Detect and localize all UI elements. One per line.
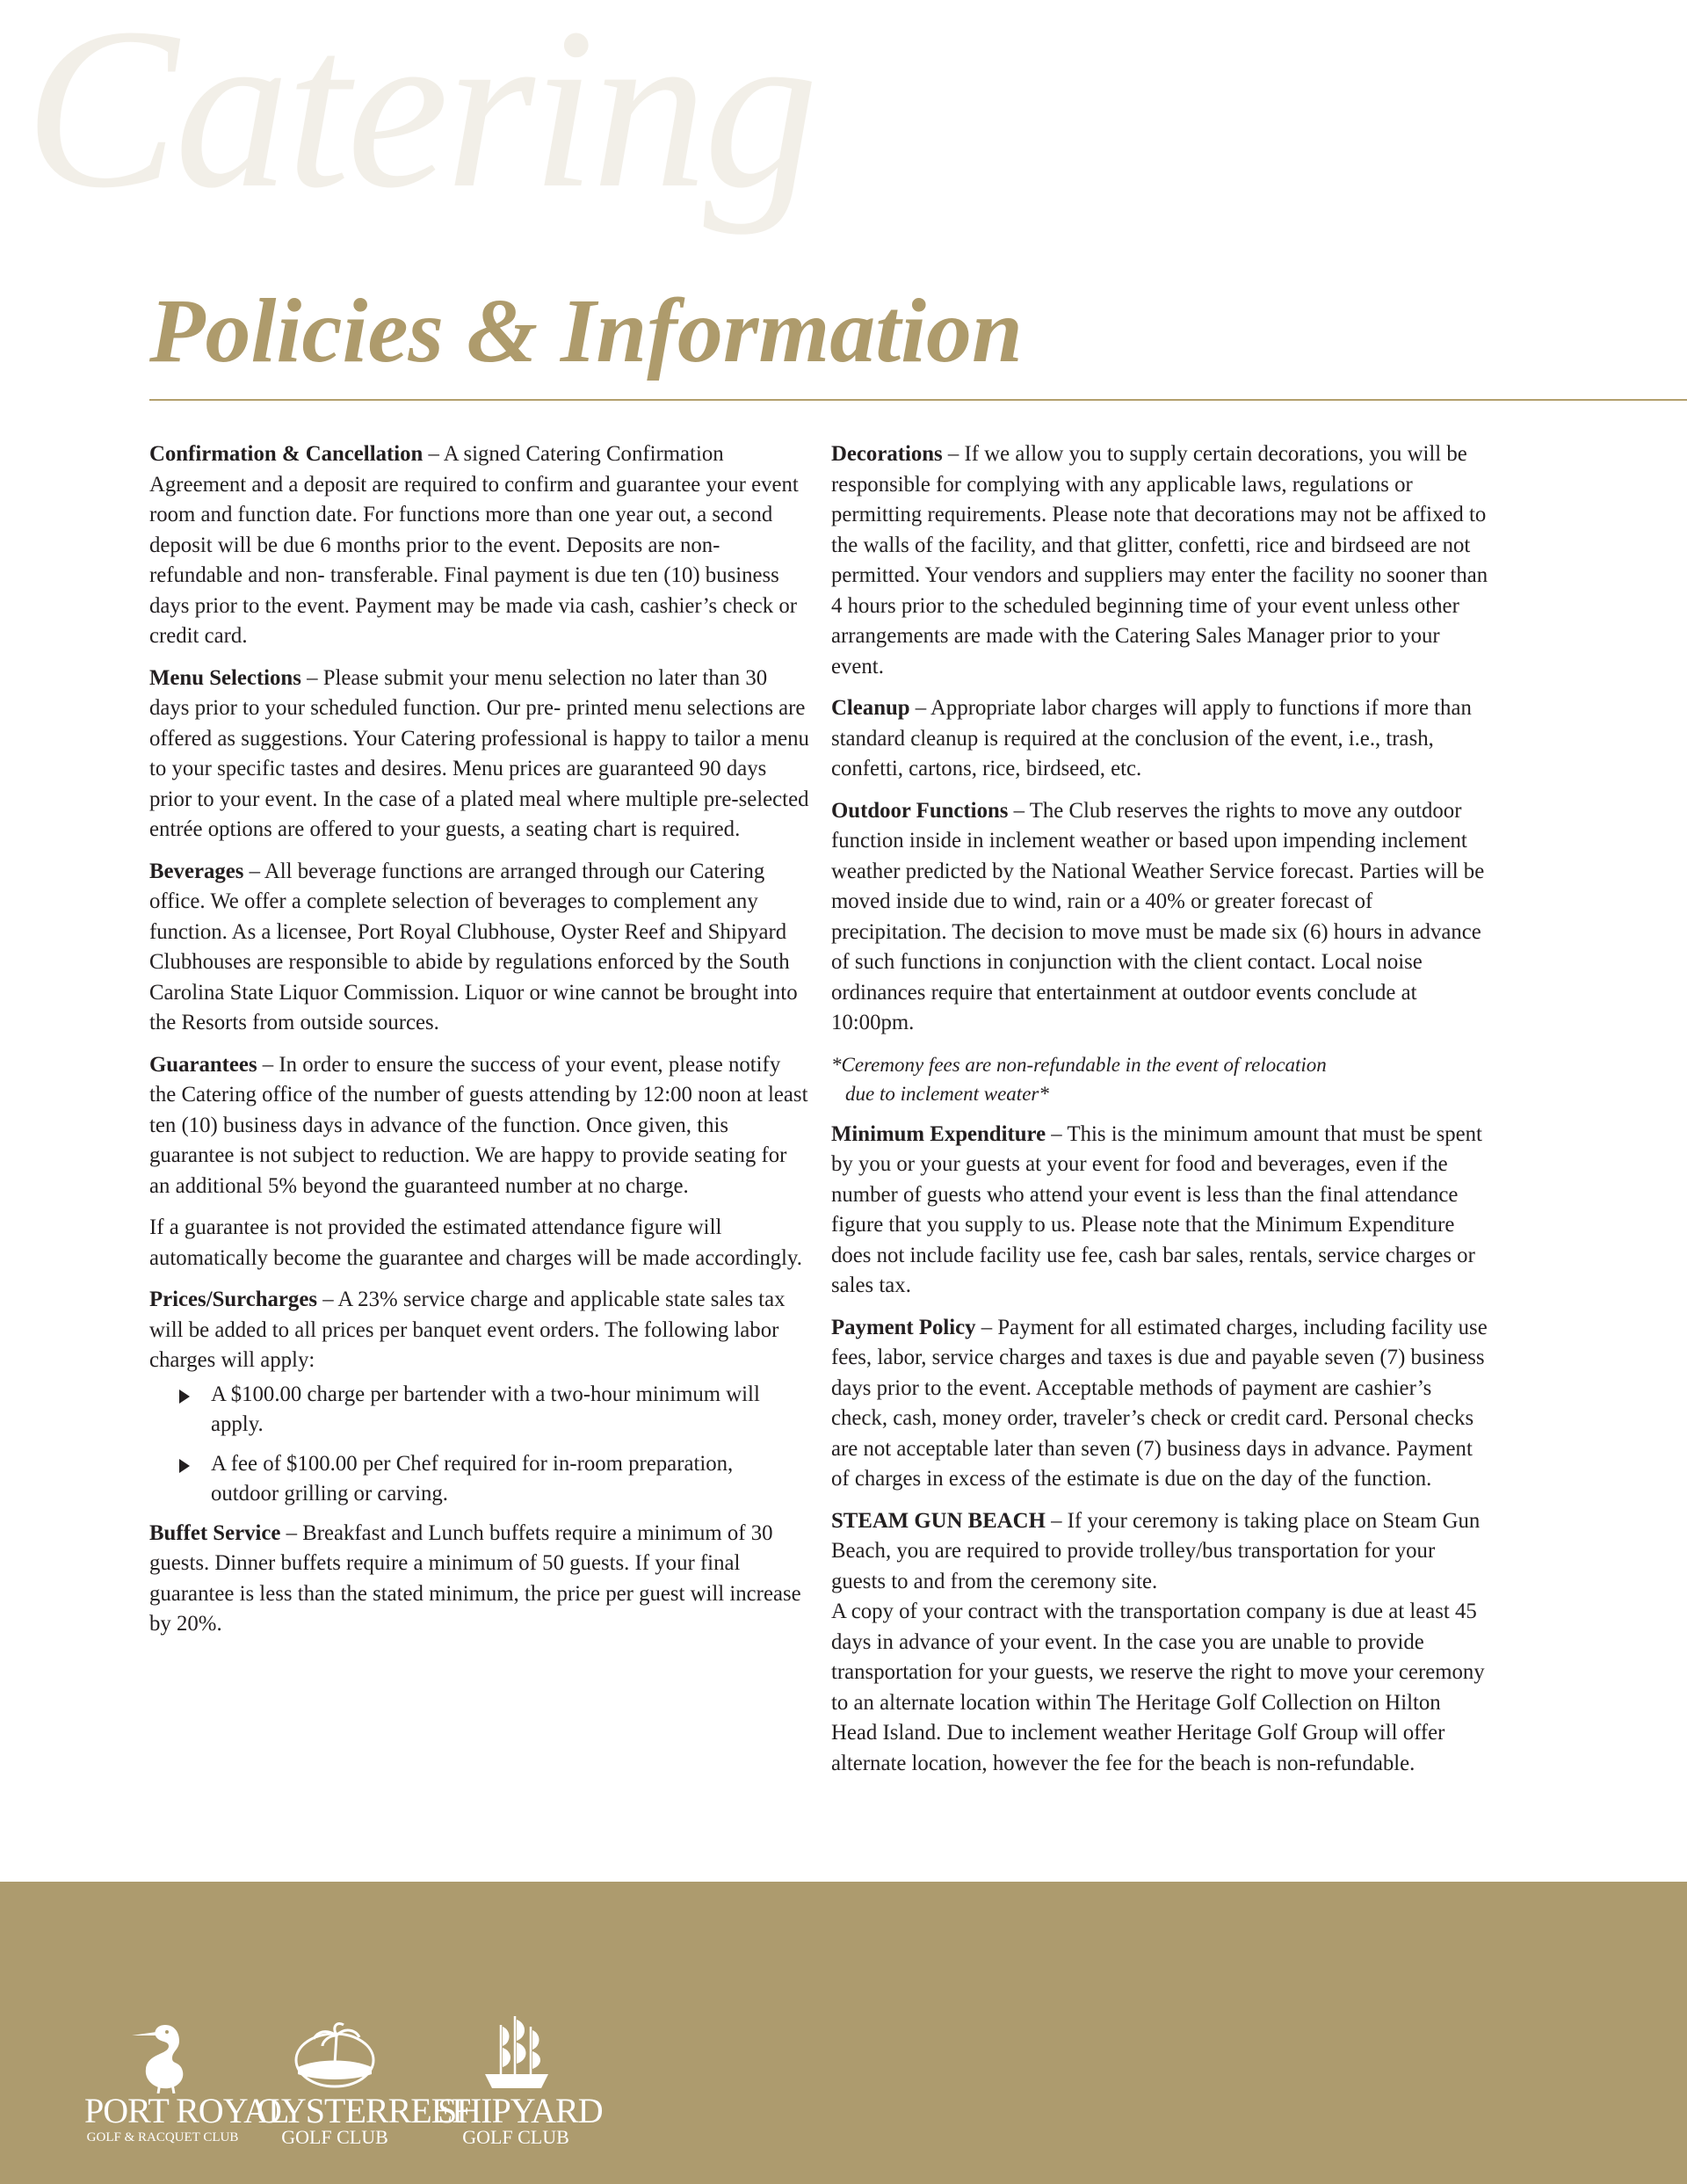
prices-section [149, 1285, 810, 1376]
guarantees-section [149, 1050, 810, 1202]
palm-island-icon [291, 2020, 379, 2093]
bullet-triangle-icon [179, 1459, 190, 1473]
confirmation-body: – A signed Catering Confirmation Agreement and a deposit are required to confirm and guarantee your event room and function date. For functions more than one year out, a second deposit will be due 6 months prior to the event. Deposits are non- refundable and non- transferable. Final payment is due ten (10) business days prior to the event. Payment may be made via cash, cashier’s check or credit card. [149, 442, 799, 648]
cleanup-body: – Appropriate labor charges will apply to functions if more than standard cleanup is required at the conclusion of the event, i.e., trash, confetti, cartons, rice, birdseed, etc. [831, 696, 1472, 780]
oyster-reef-logo [257, 2020, 471, 2148]
outdoor-heading: Outdoor Functions [831, 798, 1009, 823]
list-item-text: A fee of $100.00 per Chef required for in-room preparation, outdoor grilling or carving. [211, 1451, 734, 1506]
list-item-text: A $100.00 charge per bartender with a two-hour minimum will apply. [211, 1382, 760, 1436]
prices-body: – A 23% service charge and applicable state sales tax will be added to all prices per banquet event orders. The following labor charges will apply: [149, 1288, 786, 1372]
watermark-title: Catering [25, 0, 815, 236]
ceremony-note [831, 1050, 1492, 1108]
steam-section [831, 1506, 1492, 1780]
menu-section [149, 664, 810, 845]
cleanup-section [831, 693, 1492, 785]
decorations-section [831, 439, 1492, 682]
port-royal-name: PORT ROYAL [84, 2091, 289, 2130]
cleanup-heading: Cleanup [831, 696, 910, 720]
port-royal-sub: GOLF & RACQUET CLUB [86, 2130, 239, 2144]
minimum-section [831, 1120, 1492, 1302]
left-column [149, 439, 810, 1651]
shipyard-logo [438, 2013, 603, 2148]
oyster-reef-name: OYSTERREEF [257, 2091, 471, 2130]
list-item [149, 1380, 810, 1440]
footer-band [0, 1882, 1687, 2184]
confirmation-heading: Confirmation & Cancellation [149, 442, 424, 466]
guarantees-heading: Guarantees [149, 1052, 257, 1077]
minimum-body: – This is the minimum amount that must be spent by you or your guests at your event for food and beverages, even if the number of guests who attend your event is less than the final attendance figure that you supply to us. Please note that the Minimum Expenditure does not include facility use fee, cash bar sales, rentals, service charges or sales tax. [831, 1121, 1482, 1297]
buffet-section [149, 1519, 810, 1640]
steam-heading: STEAM GUN BEACH [831, 1508, 1046, 1533]
prices-heading: Prices/Surcharges [149, 1288, 317, 1311]
bullet-triangle-icon [179, 1389, 190, 1404]
buffet-body: – Breakfast and Lunch buffets require a minimum of 30 guests. Dinner buffets require a minimum of 50 guests. If your final guarantee is less than the stated minimum, the price per guest will increase by 20%. [149, 1520, 801, 1636]
beverages-heading: Beverages [149, 859, 244, 883]
outdoor-body: – The Club reserves the rights to move any outdoor function inside in inclement weather or based upon impending inclement weather predicted by the National Weather Service forecast. Parties will be moved inside due to wind, rain or a 40% or greater forecast of precipitation. The decision to move must be made six (6) hours in advance of such functions in conjunction with the client contact. Local noise ordinances require that entertainment at outdoor events conclude at 10:00pm. [831, 798, 1485, 1034]
payment-section [831, 1313, 1492, 1495]
oyster-reef-sub: GOLF CLUB [281, 2126, 388, 2148]
shipyard-name: SHIPYARD [438, 2091, 603, 2130]
right-column [831, 439, 1492, 1790]
decorations-body: – If we allow you to supply certain decorations, you will be responsible for complying with any applicable laws, regulations or permitting requirements. Please note that decorations may not be affixed to the walls of the facility, and that glitter, confetti, rice and birdseed are not permitted. Your vendors and suppliers may enter the facility no sooner than 4 hours prior to the scheduled beginning time of your event unless other arrangements are made with the Catering Sales Manager prior to your event. [831, 442, 1488, 678]
menu-heading: Menu Selections [149, 665, 301, 690]
beverages-body: – All beverage functions are arranged through our Catering office. We offer a complete selection of beverages to complement any function. As a licensee, Port Royal Clubhouse, Oyster Reef and Shipyard Clubhouses are responsible to abide by regulations enforced by the South Carolina State Liquor Commission. Liquor or wine cannot be brought into the Resorts from outside sources. [149, 859, 798, 1034]
payment-body: – Payment for all estimated charges, including facility use fees, labor, service charges and taxes is due and payable seven (7) business days prior to the event. Acceptable methods of payment are cashier’s check, cash, money order, traveler’s check or credit card. Personal checks are not acceptable later than seven (7) business days in advance. Payment of charges in excess of the estimate is due on the day of the function. [831, 1315, 1488, 1491]
decorations-heading: Decorations [831, 442, 943, 466]
list-item [149, 1449, 810, 1510]
payment-heading: Payment Policy [831, 1315, 976, 1339]
ceremony-note-line1: *Ceremony fees are non-refundable in the event of relocation [831, 1053, 1327, 1076]
heron-icon [123, 2020, 202, 2093]
minimum-heading: Minimum Expenditure [831, 1121, 1046, 1146]
guarantees-body: – In order to ensure the success of your event, please notify the Catering office of the number of guests attending by 12:00 noon at least ten (10) business days in advance of the function. Once given, this guarantee is not subject to reduction. We are happy to provide seating for an additional 5% beyond the guaranteed number at no charge. [149, 1052, 808, 1198]
buffet-heading: Buffet Service [149, 1520, 281, 1545]
confirmation-section [149, 439, 810, 652]
steam-body-1: – If your ceremony is taking place on Steam Gun Beach, you are required to provide trolley/bus transportation for your guests to and from the ceremony site. [831, 1508, 1481, 1593]
sailing-ship-icon [476, 2013, 555, 2093]
menu-body: – Please submit your menu selection no later than 30 days prior to your scheduled function. Our pre- printed menu selections are offered as suggestions. Your Catering professional is happy to tailor a menu to your specific tastes and desires. Menu prices are guaranteed 90 days prior to your event. In the case of a plated meal where multiple pre-selected entrée options are offered to your guests, a seating chart is required. [149, 665, 809, 841]
title-divider [149, 399, 1687, 401]
port-royal-logo [84, 2020, 289, 2146]
guarantee-note: If a guarantee is not provided the estimated attendance figure will automatically become the guarantee and charges will be made accordingly. [149, 1215, 802, 1270]
labor-charges-list [149, 1380, 810, 1510]
beverages-section [149, 857, 810, 1039]
ceremony-note-line2: due to inclement weater* [845, 1082, 1049, 1105]
outdoor-section [831, 796, 1492, 1039]
page-title: Policies & Information [149, 280, 1023, 381]
steam-body-2: A copy of your contract with the transportation company is due at least 45 days in advance of your event. In the case you are unable to provide transportation for your guests, we reserve the right to move your ceremony to an alternate location within The Heritage Golf Collection on Hilton Head Island. Due to inclement weather Heritage Golf Group will offer alternate location, however the fee for the beach is non-refundable. [831, 1600, 1485, 1775]
shipyard-sub: GOLF CLUB [462, 2126, 569, 2148]
